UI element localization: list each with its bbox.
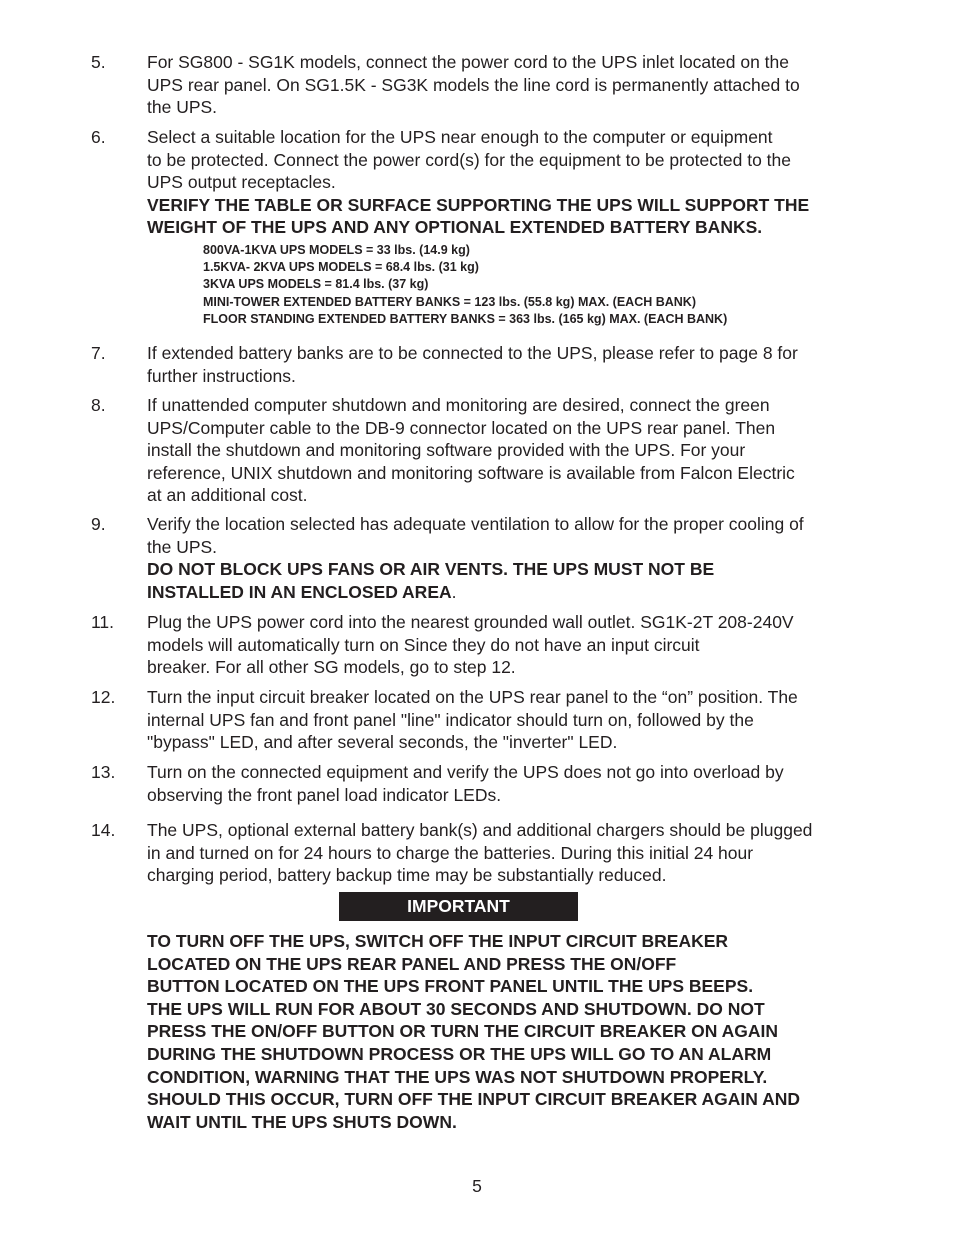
step-12: [91, 686, 871, 754]
text-line: "bypass" LED, and after several seconds, the "inverter" LED.: [147, 732, 618, 752]
step-13: [91, 761, 871, 806]
text-line: UPS/Computer cable to the DB-9 connector located on the UPS rear panel. Then: [147, 417, 776, 438]
text-line: breaker. For all other SG models, go to step 12.: [147, 657, 516, 677]
important-heading: IMPORTANT: [339, 892, 578, 921]
step-number: 5.: [91, 52, 106, 72]
warning-text: INSTALLED IN AN ENCLOSED AREA: [147, 581, 452, 602]
weight-list: [203, 242, 727, 328]
text-line: If unattended computer shutdown and monitoring are desired, connect the green: [147, 395, 770, 415]
warning-line: WEIGHT OF THE UPS AND ANY OPTIONAL EXTENDED BATTERY BANKS.: [147, 217, 763, 237]
step-9: [91, 513, 871, 603]
text-line: Verify the location selected has adequate ventilation to allow for the proper cooling of: [147, 514, 804, 534]
notice-line: DURING THE SHUTDOWN PROCESS OR THE UPS WILL GO TO AN ALARM: [147, 1043, 772, 1064]
step-7: [91, 342, 871, 387]
step-number: 14.: [91, 820, 116, 840]
warning-period: .: [451, 581, 457, 602]
notice-line: CONDITION, WARNING THAT THE UPS WAS NOT SHUTDOWN PROPERLY.: [147, 1066, 768, 1087]
weight-item: 1.5KVA- 2KVA UPS MODELS = 68.4 lbs. (31 kg): [203, 260, 479, 275]
step-number: 13.: [91, 762, 116, 782]
step-text: [147, 394, 869, 507]
notice-line: WAIT UNTIL THE UPS SHUTS DOWN.: [147, 1111, 457, 1132]
text-line: For SG800 - SG1K models, connect the power cord to the UPS inlet located on the: [147, 52, 790, 72]
notice-line: LOCATED ON THE UPS REAR PANEL AND PRESS THE ON/OFF: [147, 953, 677, 974]
text-line: The UPS, optional external battery bank(s) and additional chargers should be plugged: [147, 820, 813, 840]
weight-item: FLOOR STANDING EXTENDED BATTERY BANKS = 363 lbs. (165 kg) MAX. (EACH BANK): [203, 311, 728, 326]
step-number: 12.: [91, 687, 116, 707]
step-text: [147, 51, 869, 119]
notice-line: PRESS THE ON/OFF BUTTON OR TURN THE CIRCUIT BREAKER ON AGAIN: [147, 1021, 778, 1042]
step-text: [147, 126, 869, 239]
text-line: the UPS.: [147, 536, 218, 557]
text-line: further instructions.: [147, 365, 296, 386]
step-text: [147, 611, 869, 679]
warning-line: VERIFY THE TABLE OR SURFACE SUPPORTING THE UPS WILL SUPPORT THE: [147, 194, 810, 215]
warning-line: [147, 581, 869, 604]
weight-item: 3KVA UPS MODELS = 81.4 lbs. (37 kg): [203, 277, 429, 292]
step-text: [147, 513, 869, 603]
step-number: 9.: [91, 514, 106, 534]
text-line: UPS rear panel. On SG1.5K - SG3K models the line cord is permanently attached to: [147, 74, 800, 95]
notice-line: SHOULD THIS OCCUR, TURN OFF THE INPUT CIRCUIT BREAKER AGAIN AND: [147, 1089, 800, 1110]
step-text: [147, 686, 869, 754]
weight-item: 800VA-1KVA UPS MODELS = 33 lbs. (14.9 kg): [203, 243, 470, 257]
step-11: [91, 611, 871, 679]
text-line: the UPS.: [147, 97, 218, 117]
text-line: at an additional cost.: [147, 485, 308, 505]
text-line: to be protected. Connect the power cord(s) for the equipment to be protected to the: [147, 149, 791, 170]
step-5: [91, 51, 871, 119]
text-line: observing the front panel load indicator LEDs.: [147, 784, 502, 805]
weight-item: MINI-TOWER EXTENDED BATTERY BANKS = 123 lbs. (55.8 kg) MAX. (EACH BANK): [203, 294, 696, 309]
step-text: [147, 342, 869, 387]
text-line: Turn the input circuit breaker located on the UPS rear panel to the “on” position. The: [147, 687, 798, 707]
text-line: Plug the UPS power cord into the nearest grounded wall outlet. SG1K-2T 208-240V: [147, 612, 794, 632]
notice-line: THE UPS WILL RUN FOR ABOUT 30 SECONDS AND SHUTDOWN. DO NOT: [147, 998, 765, 1019]
page-number: 5: [472, 1176, 482, 1196]
text-line: models will automatically turn on Since they do not have an input circuit: [147, 634, 700, 655]
step-8: [91, 394, 871, 507]
step-text: [147, 761, 869, 806]
step-number: 6.: [91, 127, 106, 147]
step-14: [91, 819, 871, 887]
text-line: internal UPS fan and front panel "line" indicator should turn on, followed by the: [147, 709, 754, 730]
important-notice: [147, 930, 800, 1133]
text-line: charging period, battery backup time may be substantially reduced.: [147, 865, 667, 885]
warning-line: DO NOT BLOCK UPS FANS OR AIR VENTS. THE UPS MUST NOT BE: [147, 559, 715, 579]
step-number: 11.: [91, 612, 115, 632]
step-6: [91, 126, 871, 239]
text-line: install the shutdown and monitoring software provided with the UPS. For your: [147, 440, 746, 460]
step-number: 8.: [91, 395, 106, 415]
notice-line: BUTTON LOCATED ON THE UPS FRONT PANEL UNTIL THE UPS BEEPS.: [147, 976, 754, 997]
text-line: Select a suitable location for the UPS near enough to the computer or equipment: [147, 127, 773, 147]
text-line: UPS output receptacles.: [147, 172, 336, 192]
step-text: [147, 819, 869, 887]
step-number: 7.: [91, 343, 106, 363]
notice-line: TO TURN OFF THE UPS, SWITCH OFF THE INPUT CIRCUIT BREAKER: [147, 931, 729, 951]
text-line: Turn on the connected equipment and verify the UPS does not go into overload by: [147, 762, 784, 782]
text-line: reference, UNIX shutdown and monitoring software is available from Falcon Electric: [147, 462, 795, 483]
text-line: in and turned on for 24 hours to charge the batteries. During this initial 24 hour: [147, 842, 754, 863]
text-line: If extended battery banks are to be connected to the UPS, please refer to page 8 for: [147, 343, 798, 363]
